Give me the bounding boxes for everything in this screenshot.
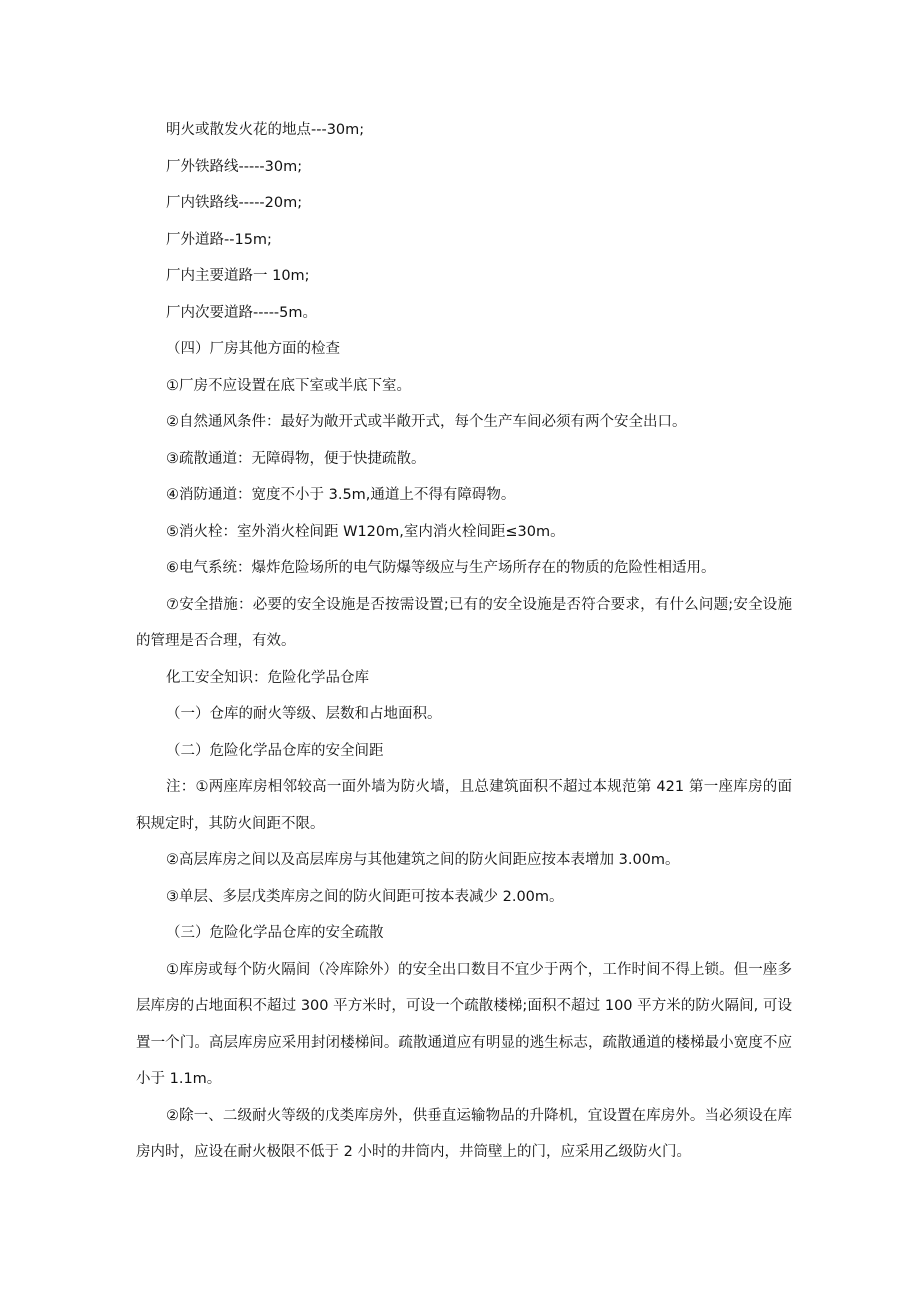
paragraph-1: 明火或散发火花的地点---30m;: [166, 122, 365, 138]
paragraph-11: ④消防通道：宽度不小于 3.5m,通道上不得有障碍物。: [166, 487, 516, 503]
paragraph-18: 注：①两座库房相邻较高一面外墙为防火墙，且总建筑面积不超过本规范第 421 第一座库房的面积规定时，其防火间距不限。: [136, 779, 792, 832]
paragraph-5: 厂内主要道路一 10m;: [166, 268, 310, 284]
paragraph-23: ②除一、二级耐火等级的戊类库房外，供垂直运输物品的升降机，宜设置在库房外。当必须设在库房内时，应设在耐火极限不低于 2 小时的井筒内，井筒壁上的门，应采用乙级防火门。: [136, 1107, 792, 1160]
paragraph-9: ②自然通风条件：最好为敞开式或半敞开式，每个生产车间必须有两个安全出口。: [166, 414, 687, 430]
paragraph-3: 厂内铁路线-----20m;: [166, 195, 303, 211]
paragraph-22: ①库房或每个防火隔间（冷库除外）的安全出口数目不宜少于两个，工作时间不得上锁。但一座多层库房的占地面积不超过 300 平方米时，可设一个疏散楼梯;面积不超过 100 平方米的防火隔间, 可设置一个门。高层库房应采用封闭楼梯间。疏散通道应有明显的逃生标志，疏散通道的楼梯最小宽度不应小于 1.1m。: [136, 961, 792, 1087]
paragraph-17: （二）危险化学品仓库的安全间距: [166, 742, 384, 759]
paragraph-13: ⑥电气系统：爆炸危险场所的电气防爆等级应与生产场所存在的物质的危险性相适用。: [166, 560, 716, 576]
paragraph-8: ①厂房不应设置在底下室或半底下室。: [166, 377, 411, 394]
paragraph-14: ⑦安全措施：必要的安全设施是否按需设置;已有的安全设施是否符合要求，有什么问题;安全设施的管理是否合理，有效。: [136, 596, 792, 649]
paragraph-10: ③疏散通道：无障碍物，便于快捷疏散。: [166, 450, 426, 467]
paragraph-12: ⑤消火栓：室外消火栓间距 W120m,室内消火栓间距≤30m。: [166, 523, 565, 540]
paragraph-19: ②高层库房之间以及高层库房与其他建筑之间的防火间距应按本表增加 3.00m。: [166, 852, 680, 868]
paragraph-6: 厂内次要道路-----5m。: [166, 304, 318, 321]
paragraph-7: （四）厂房其他方面的检查: [166, 341, 340, 357]
paragraph-15: 化工安全知识：危险化学品仓库: [166, 669, 369, 686]
paragraph-20: ③单层、多层戊类库房之间的防火间距可按本表减少 2.00m。: [166, 888, 564, 905]
paragraph-21: （三）危险化学品仓库的安全疏散: [166, 925, 384, 941]
paragraph-4: 厂外道路--15m;: [166, 231, 272, 248]
document-body: [136, 112, 792, 1171]
paragraph-2: 厂外铁路线-----30m;: [166, 158, 303, 175]
paragraph-16: （一）仓库的耐火等级、层数和占地面积。: [166, 706, 442, 722]
